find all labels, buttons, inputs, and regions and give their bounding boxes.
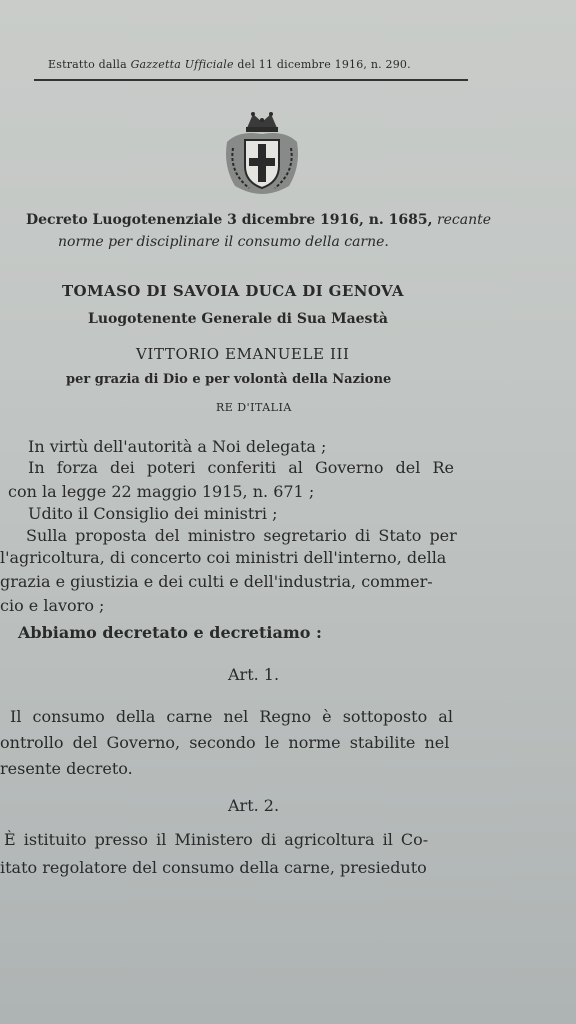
preamble-line: Udito il Consiglio dei ministri ;	[28, 504, 278, 523]
preamble-line: cio e lavoro ;	[0, 596, 105, 615]
header-gazette-name: Gazzetta Ufficiale	[130, 58, 234, 71]
article-1-line: Il consumo della carne nel Regno è sottoposto al	[10, 707, 453, 726]
preamble-line: grazia e giustizia e dei culti e dell'industria, commer-	[0, 572, 433, 591]
article-1-line: ontrollo del Governo, secondo le norme stabilite nel	[0, 733, 450, 752]
header-suffix: del 11 dicembre 1916, n. 290.	[233, 58, 411, 71]
heading-duke: TOMASO DI SAVOIA DUCA DI GENOVA	[62, 282, 404, 300]
heading-realm: RE D'ITALIA	[216, 401, 292, 414]
coat-of-arms-icon	[219, 108, 305, 196]
gazette-header	[48, 58, 411, 71]
heading-king: VITTORIO EMANUELE III	[136, 345, 350, 363]
preamble-line: Sulla proposta del ministro segretario di Stato per	[26, 526, 457, 545]
article-1-title: Art. 1.	[228, 665, 280, 684]
preamble-line: In virtù dell'autorità a Noi delegata ;	[28, 437, 327, 456]
decree-subtitle: norme per disciplinare il consumo della carne.	[58, 234, 389, 250]
header-prefix: Estratto dalla	[48, 58, 131, 71]
decree-title-italic-1: recante	[432, 212, 492, 228]
preamble-line: con la legge 22 maggio 1915, n. 671 ;	[8, 482, 315, 501]
heading-lieutenant: Luogotenente Generale di Sua Maestà	[88, 311, 388, 327]
preamble-line: l'agricoltura, di concerto coi ministri dell'interno, della	[0, 548, 447, 567]
article-2-title: Art. 2.	[228, 796, 280, 815]
decree-title	[26, 212, 491, 228]
article-2-line: itato regolatore del consumo della carne, presieduto	[0, 858, 427, 877]
preamble-line: In forza dei poteri conferiti al Governo del Re	[28, 458, 454, 477]
header-rule	[34, 79, 468, 81]
enacting-formula: Abbiamo decretato e decretiamo :	[18, 623, 322, 642]
decree-title-bold: Decreto Luogotenenziale 3 dicembre 1916, n. 1685,	[26, 212, 433, 228]
heading-grace: per grazia di Dio e per volontà della Nazione	[66, 372, 392, 387]
article-1-line: resente decreto.	[0, 759, 133, 778]
article-2-line: È istituito presso il Ministero di agricoltura il Co-	[4, 830, 429, 849]
